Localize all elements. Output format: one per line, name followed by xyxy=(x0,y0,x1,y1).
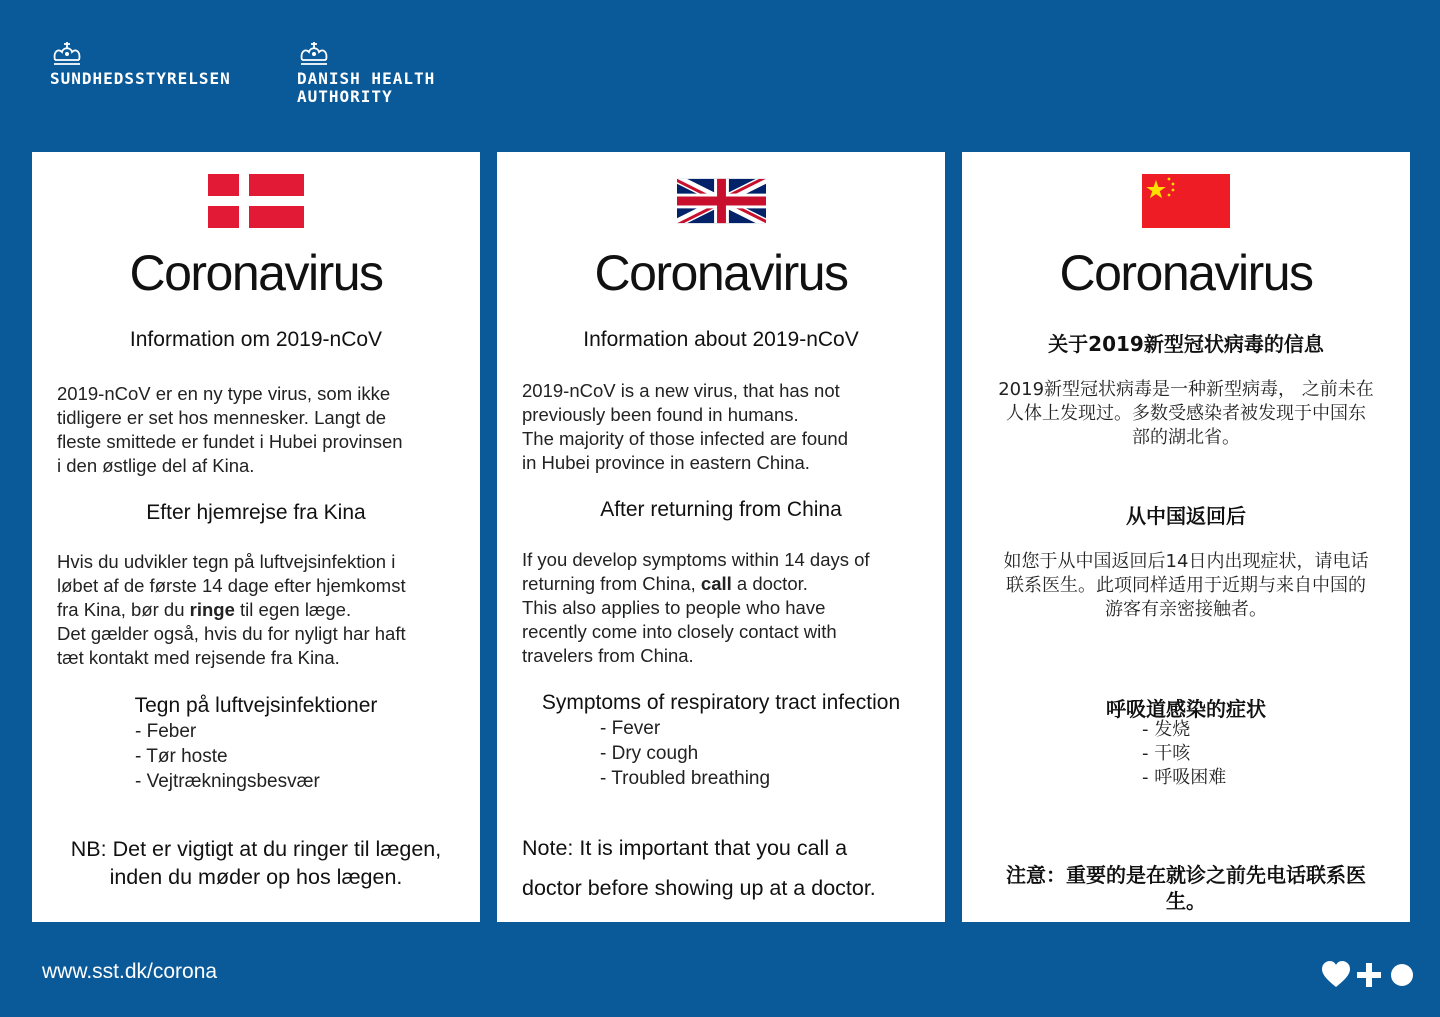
list-item: - Troubled breathing xyxy=(600,766,770,791)
card-title: Coronavirus xyxy=(594,245,848,301)
card-chinese xyxy=(962,152,1410,922)
footer-url-link[interactable]: www.sst.dk/corona xyxy=(42,960,218,983)
crown-icon xyxy=(297,38,331,68)
footer-icons xyxy=(1322,960,1414,990)
circle-icon xyxy=(1391,964,1413,986)
intro-text: 2019新型冠状病毒是一种新型病毒， 之前未在 人体上发现过。多数受感染者被发现于中国东 部的湖北省。 xyxy=(998,379,1374,448)
list-item: - Fever xyxy=(600,716,770,741)
list-item: - 呼吸困难 xyxy=(1142,766,1226,790)
section-text: 如您于从中国返回后14日内出现症状，请电话 联系医生。此项同样适用于近期与来自中国的 游客有亲密接触者。 xyxy=(1003,551,1369,620)
card-danish xyxy=(32,152,480,922)
logo-sundhedsstyrelsen xyxy=(50,38,231,88)
section-title: Efter hjemrejse fra Kina xyxy=(146,501,366,524)
section-text: If you develop symptoms within 14 days of returning from China, call a doctor. This also applies to people who have recently come into closely contact with travelers from China. xyxy=(522,549,870,666)
crown-icon xyxy=(50,38,84,68)
symptoms-title: Symptoms of respiratory tract infection xyxy=(541,691,901,714)
note-text: 注意：重要的是在就诊之前先电话联系医 生。 xyxy=(1006,863,1366,913)
card-english xyxy=(497,152,945,922)
card-subtitle: 关于2019新型冠状病毒的信息 xyxy=(1048,332,1324,356)
card-title: Coronavirus xyxy=(129,245,383,301)
intro-text: 2019-nCoV is a new virus, that has not previously been found in humans. The majority of those infected are found in Hubei province in eastern China. xyxy=(522,380,848,473)
logo-sst-text: SUNDHEDSSTYRELSEN xyxy=(50,69,231,88)
card-title: Coronavirus xyxy=(1059,245,1313,301)
card-subtitle: Information about 2019-nCoV xyxy=(583,328,859,351)
note-text: NB: Det er vigtigt at du ringer til lægen, inden du møder op hos lægen. xyxy=(70,837,442,889)
heart-icon xyxy=(1322,961,1350,987)
list-item: - Vejtrækningsbesvær xyxy=(135,769,320,794)
list-item: - Feber xyxy=(135,719,320,744)
denmark-flag-icon xyxy=(208,174,304,228)
symptoms-title: Tegn på luftvejsinfektioner xyxy=(134,694,378,717)
uk-flag-icon xyxy=(677,174,766,228)
list-item: - Tør hoste xyxy=(135,744,320,769)
symptoms-list xyxy=(600,716,770,791)
china-flag-icon xyxy=(1142,174,1230,228)
symptoms-title: 呼吸道感染的症状 xyxy=(1106,697,1266,721)
plus-icon xyxy=(1357,963,1381,987)
symptoms-list xyxy=(1142,718,1226,790)
symptoms-list xyxy=(135,719,320,794)
section-title: 从中国返回后 xyxy=(1126,504,1246,528)
list-item: - 干咳 xyxy=(1142,742,1226,766)
logo-dha-line1: DANISH HEALTH xyxy=(297,69,436,88)
list-item: - Dry cough xyxy=(600,741,770,766)
card-subtitle: Information om 2019-nCoV xyxy=(129,328,383,351)
note-text: Note: It is important that you call a doctor before showing up at a doctor. xyxy=(522,836,876,900)
logo-danish-health-authority xyxy=(297,38,435,106)
intro-text: 2019-nCoV er en ny type virus, som ikke tidligere er set hos mennesker. Langt de fleste smittede er fundet i Hubei provinsen i den østlige del af Kina. xyxy=(57,383,403,476)
logo-dha-line2: AUTHORITY xyxy=(297,87,393,106)
section-title: After returning from China xyxy=(600,498,842,521)
section-text: Hvis du udvikler tegn på luftvejsinfektion i løbet af de første 14 dage efter hjemkomst fra Kina, bør du ringe til egen læge. Det gælder også, hvis du for nyligt har haft tæt kontakt med rejsende fra Kina. xyxy=(57,551,406,668)
list-item: - 发烧 xyxy=(1142,718,1226,742)
